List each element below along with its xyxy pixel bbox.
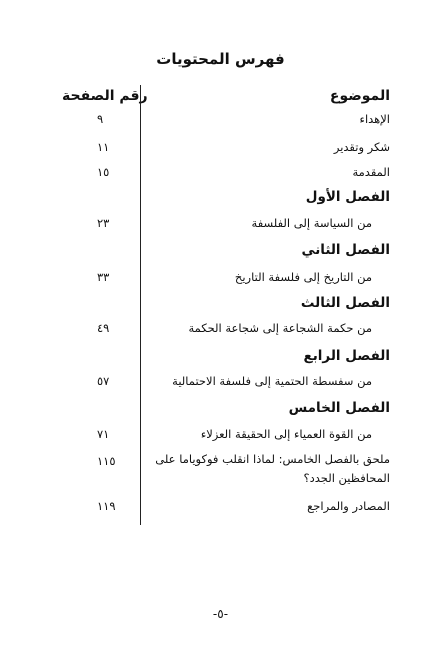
toc-entry-label: من القوة العمياء إلى الحقيقة العزلاء [200,427,372,441]
toc-page-number: ١١ [97,140,110,154]
toc-entry-label: المصادر والمراجع [307,499,390,513]
toc-row-dedication[interactable] [0,108,441,130]
toc-page-number: ٣٣ [97,270,110,284]
toc-entry-label: شكر وتقدير [333,140,390,154]
toc-page-number: ١١٥ [97,454,116,468]
toc-row-appendix[interactable] [0,450,441,490]
toc-row-chapter-5[interactable] [0,423,441,445]
page-title: فهرس المحتويات [156,50,285,68]
toc-row-references[interactable] [0,495,441,517]
topic-column-header: الموضوع [329,88,390,104]
toc-chapter-title: الفصل الأول [305,189,390,205]
toc-entry-label: ملحق بالفصل الخامس: لماذا انقلب فوكوياما على المحافظين الجدد؟ [155,452,390,485]
toc-entry-label: من حكمة الشجاعة إلى شجاعة الحكمة [188,321,372,335]
toc-chapter-1[interactable] [0,186,441,208]
toc-row-acknowledgment[interactable] [0,136,441,158]
toc-page-number: ٤٩ [97,321,110,335]
toc-row-introduction[interactable] [0,161,441,183]
toc-page-number: ١٥ [97,165,110,179]
toc-page-number: ٥٧ [97,374,110,388]
toc-page-number: ٧١ [97,427,110,441]
toc-chapter-title: الفصل الثاني [301,242,390,258]
toc-chapter-4[interactable] [0,345,441,367]
toc-entry-label: المقدمة [352,165,390,179]
page-number: -٥- [212,607,229,621]
toc-row-chapter-1[interactable] [0,212,441,234]
toc-entry-label: من سفسطة الحتمية إلى فلسفة الاحتمالية [172,374,372,388]
toc-entry-label: الإهداء [359,112,390,126]
toc-chapter-title: الفصل الثالث [300,295,390,311]
page-column-header: رقم الصفحة [62,88,148,104]
toc-page-number: ١١٩ [97,499,116,513]
toc-chapter-2[interactable] [0,239,441,261]
toc-chapter-3[interactable] [0,292,441,314]
toc-chapter-title: الفصل الخامس [288,400,390,416]
toc-entry-label: من السياسة إلى الفلسفة [251,216,372,230]
toc-page-number: ٩ [97,112,104,126]
toc-chapter-title: الفصل الرابع [303,348,390,364]
toc-row-chapter-2[interactable] [0,266,441,288]
toc-entry-label: من التاريخ إلى فلسفة التاريخ [234,270,372,284]
toc-page-number: ٢٣ [97,216,110,230]
toc-row-chapter-3[interactable] [0,317,441,339]
toc-chapter-5[interactable] [0,397,441,419]
toc-row-chapter-4[interactable] [0,370,441,392]
